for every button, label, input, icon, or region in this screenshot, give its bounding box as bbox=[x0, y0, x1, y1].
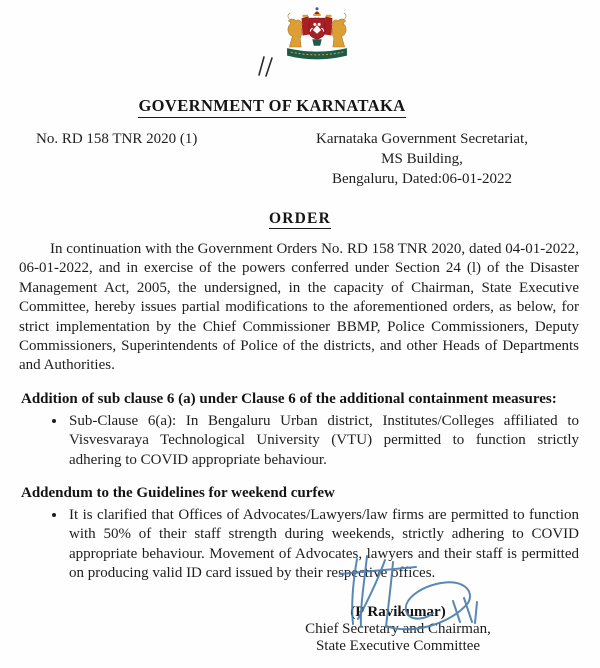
signatory-role-2: State Executive Committee bbox=[315, 637, 481, 654]
secretariat-address bbox=[306, 129, 538, 189]
order-body-paragraph: In continuation with the Government Orders No. RD 158 TNR 2020, dated 04-01-2022, 06-01-2022, and in exercise of the powers conferred under Section 24 (l) of the Disaster Management Act, 2005, the undersigned, in the capacity of Chairman, State Executive Committee, hereby issues partial modifications to the aforementioned orders, as below, for strict implementation by the Chief Commissioner BBMP, Police Commissioners, Deputy Commissioners, Superintendents of Police of the districts, and other Heads of Departments and Authorities. bbox=[19, 241, 579, 374]
karnataka-emblem-icon bbox=[284, 6, 350, 64]
section-1-bullets bbox=[19, 412, 579, 470]
reference-number: No. RD 158 TNR 2020 (1) bbox=[36, 131, 198, 147]
reference-row bbox=[0, 129, 600, 189]
section-2-bullets bbox=[19, 506, 579, 584]
section-2-heading: Addendum to the Guidelines for weekend curfew bbox=[21, 485, 335, 502]
pen-stroke-marks-icon bbox=[255, 55, 279, 79]
order-heading-row bbox=[0, 210, 600, 229]
page-title: GOVERNMENT OF KARNATAKA bbox=[138, 96, 405, 118]
page-title-row bbox=[0, 96, 572, 118]
signature-block bbox=[268, 603, 528, 655]
section-1-bullet-1: • Sub-Clause 6(a): In Bengaluru Urban district, Institutes/Colleges affiliated to Visvesvaraya Technological University (VTU) permitted to function strictly adhering to COVID appropriate behaviour. bbox=[67, 412, 579, 470]
address-line-1: Karnataka Government Secretariat, bbox=[316, 131, 528, 147]
signatory-name: (P Ravikumar) bbox=[350, 603, 446, 620]
signatory-role-1: Chief Secretary and Chairman, bbox=[305, 620, 491, 637]
order-heading: ORDER bbox=[269, 210, 331, 227]
section-2-bullet-1: • It is clarified that Offices of Advocates/Lawyers/law firms are permitted to function with 50% of their staff strength during weekends, strictly adhering to COVID appropriate behaviour. Movement of Advocates, lawyers and their staff is permitted on producing valid ID card issued by their respective offices. bbox=[67, 506, 579, 584]
section-1-heading: Addition of sub clause 6 (a) under Clause 6 of the additional containment measures: bbox=[21, 390, 557, 407]
base-banner bbox=[287, 48, 347, 59]
address-line-3: Bengaluru, Dated:06-01-2022 bbox=[332, 171, 512, 187]
address-line-2: MS Building, bbox=[381, 151, 463, 167]
emblem-area bbox=[0, 3, 600, 63]
